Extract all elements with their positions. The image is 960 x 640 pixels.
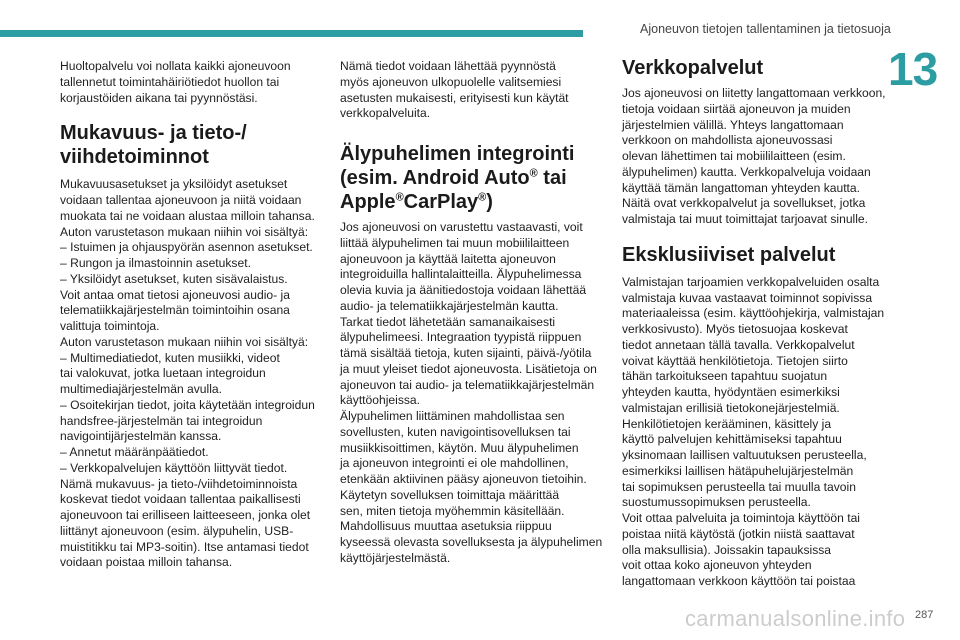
intro-paragraph: Huoltopalvelu voi nollata kaikki ajoneuvoon tallennetut toimintahäiriötiedot huollon tai korjaustöiden aikana tai pyynnöstäsi. xyxy=(60,59,291,105)
heading-smartphone-integration xyxy=(340,142,610,214)
heading-line: tai xyxy=(537,167,567,189)
smartphone-body-text: Jos ajoneuvosi on varustettu vastaavasti, voit liittää älypuhelimen tai muun mobiililaitteen ajoneuvoon ja käyttää laitetta ajoneuvon integroiduilla hallintalaitteilla. Älypuhelimessa olevia kuvia ja äänitiedostoja voidaan lähettää audio- ja telematiikkajärjestelmän kautta. Tarkat tiedot lähetetään samanaikaisesti älypuhelimeesi. Integraation tyypistä riippuen tämä sisältää tietoja, kuten sijainti, päivä-/yötila ja muut yleiset tiedot ajoneuvosta. Lisätietoja on ajoneuvon tai audio- ja telematiikkajärjestelmän käyttöohjeissa. Älypuhelimen liittäminen mahdollistaa sen sovellusten, kuten navigointisovelluksen tai musiikkisoittimen, käytön. Muu älypuhelimen ja ajoneuvon integrointi ei ole mahdollinen, etenkään aktiivinen pääsy ajoneuvon tietoihin. Käytetyn sovelluksen toimittaja määrittää sen, miten tietoja myöhemmin käsitellään. Mahdollisuus muuttaa asetuksia riippuu kyseessä olevasta sovelluksesta ja älypuhelimen käyttöjärjestelmästä. xyxy=(340,220,603,565)
heading-line: (esim. Android Auto xyxy=(340,167,530,189)
heading-online-services: Verkkopalvelut xyxy=(622,57,764,79)
page-number: 287 xyxy=(915,609,934,621)
chapter-number: 13 xyxy=(888,43,938,95)
registered-mark: ® xyxy=(395,191,404,204)
heading-line: Älypuhelimen integrointi xyxy=(340,143,575,165)
column-left xyxy=(60,59,325,571)
registered-mark: ® xyxy=(478,191,487,204)
registered-mark: ® xyxy=(529,167,538,180)
heading-line: ) xyxy=(486,191,493,213)
column-right xyxy=(622,56,892,590)
heading-line: Apple xyxy=(340,191,396,213)
online-services-body-text: Jos ajoneuvosi on liitetty langattomaan verkkoon, tietoja voidaan siirtää ajoneuvon ja muiden järjestelmien välillä. Yhteys langattomaan verkkoon on mahdollista ajoneuvossasi olevan lähettimen tai mobiililaitteen (esim. älypuhelimen) kautta. Verkkopalveluja voidaan käyttää tämän langattoman yhteyden kautta. Näitä ovat verkkopalvelut ja sovellukset, jotka valmistaja tai muut toimittajat tarjoavat sinulle. xyxy=(622,86,886,226)
heading-comfort-infotainment: Mukavuus- ja tieto-/ viihdetoiminnot xyxy=(60,122,247,169)
comfort-body-text: Mukavuusasetukset ja yksilöidyt asetukset voidaan tallentaa ajoneuvoon ja niitä voidaan muokata tai ne voidaan alustaa milloin tahansa. Auton varustetason mukaan niihin voi sisältyä: – Istuimen ja ohjauspyörän asennon asetukset. – Rungon ja ilmastoinnin asetukset. – Yksilöidyt asetukset, kuten sisävalaistus. Voit antaa omat tietosi ajoneuvosi audio- ja telematiikkajärjestelmän toimintoihin osana valittuja toimintoja. Auton varustetason mukaan niihin voi sisältyä: – Multimediatiedot, kuten musiikki, videot tai valokuvat, jotka luetaan integroidun multimediajärjestelmän avulla. – Osoitekirjan tiedot, joita käytetään integroidun handsfree-järjestelmän tai integroidun navigointijärjestelmän kanssa. – Annetut määränpäätiedot. – Verkkopalvelujen käyttöön liittyvät tiedot. Nämä mukavuus- ja tieto-/viihdetoiminnoista koskevat tiedot voidaan tallentaa paikallisesti ajoneuvoon tai erilliseen laitteeseen, jonka olet liittänyt ajoneuvoon (esim. älypuhelin, USB- muistitikku tai MP3-soitin). Itse antamasi tiedot voidaan poistaa milloin tahansa. xyxy=(60,177,315,570)
intro-paragraph: Nämä tiedot voidaan lähettää pyynnöstä myös ajoneuvon ulkopuolelle valitsemiesi asetusten mukaisesti, erityisesti kun käytät verkkopalveluita. xyxy=(340,59,569,121)
section-header-title: Ajoneuvon tietojen tallentaminen ja tietosuoja xyxy=(640,22,891,36)
heading-exclusive-services: Eksklusiiviset palvelut xyxy=(622,243,836,266)
column-middle xyxy=(340,59,610,567)
header-accent-bar xyxy=(0,30,583,37)
watermark: carmanualsonline.info xyxy=(685,606,906,631)
exclusive-services-body-text: Valmistajan tarjoamien verkkopalveluiden osalta valmistaja kuvaa vastaavat toiminnot sopivissa materiaaleissa (esim. käyttöohjekirja, valmistajan verkkosivusto). Myös tietosuojaa koskevat tiedot annetaan tällä tavalla. Verkkopalvelut voivat käyttää henkilötietoja. Tietojen siirto tähän tarkoitukseen tapahtuu suojatun yhteyden kautta, hyödyntäen esimerkiksi valmistajan erillisiä tietokonejärjestelmiä. Henkilötietojen kerääminen, käsittely ja käyttö palvelujen kehittämiseksi tapahtuu yksinomaan laillisen valtuutuksen perusteella, esimerkiksi laillisen hätäpuhelujärjestelmän tai sopimuksen perusteella tai muulla tavoin suostumussopimuksen perusteella. Voit ottaa palveluita ja toimintoja käyttöön tai poistaa niitä käytöstä (jotkin niistä saattavat olla maksullisia). Joissakin tapauksissa voit ottaa koko ajoneuvon yhteyden langattomaan verkkoon käyttöön tai poistaa xyxy=(622,274,885,588)
heading-line: CarPlay xyxy=(403,191,479,213)
